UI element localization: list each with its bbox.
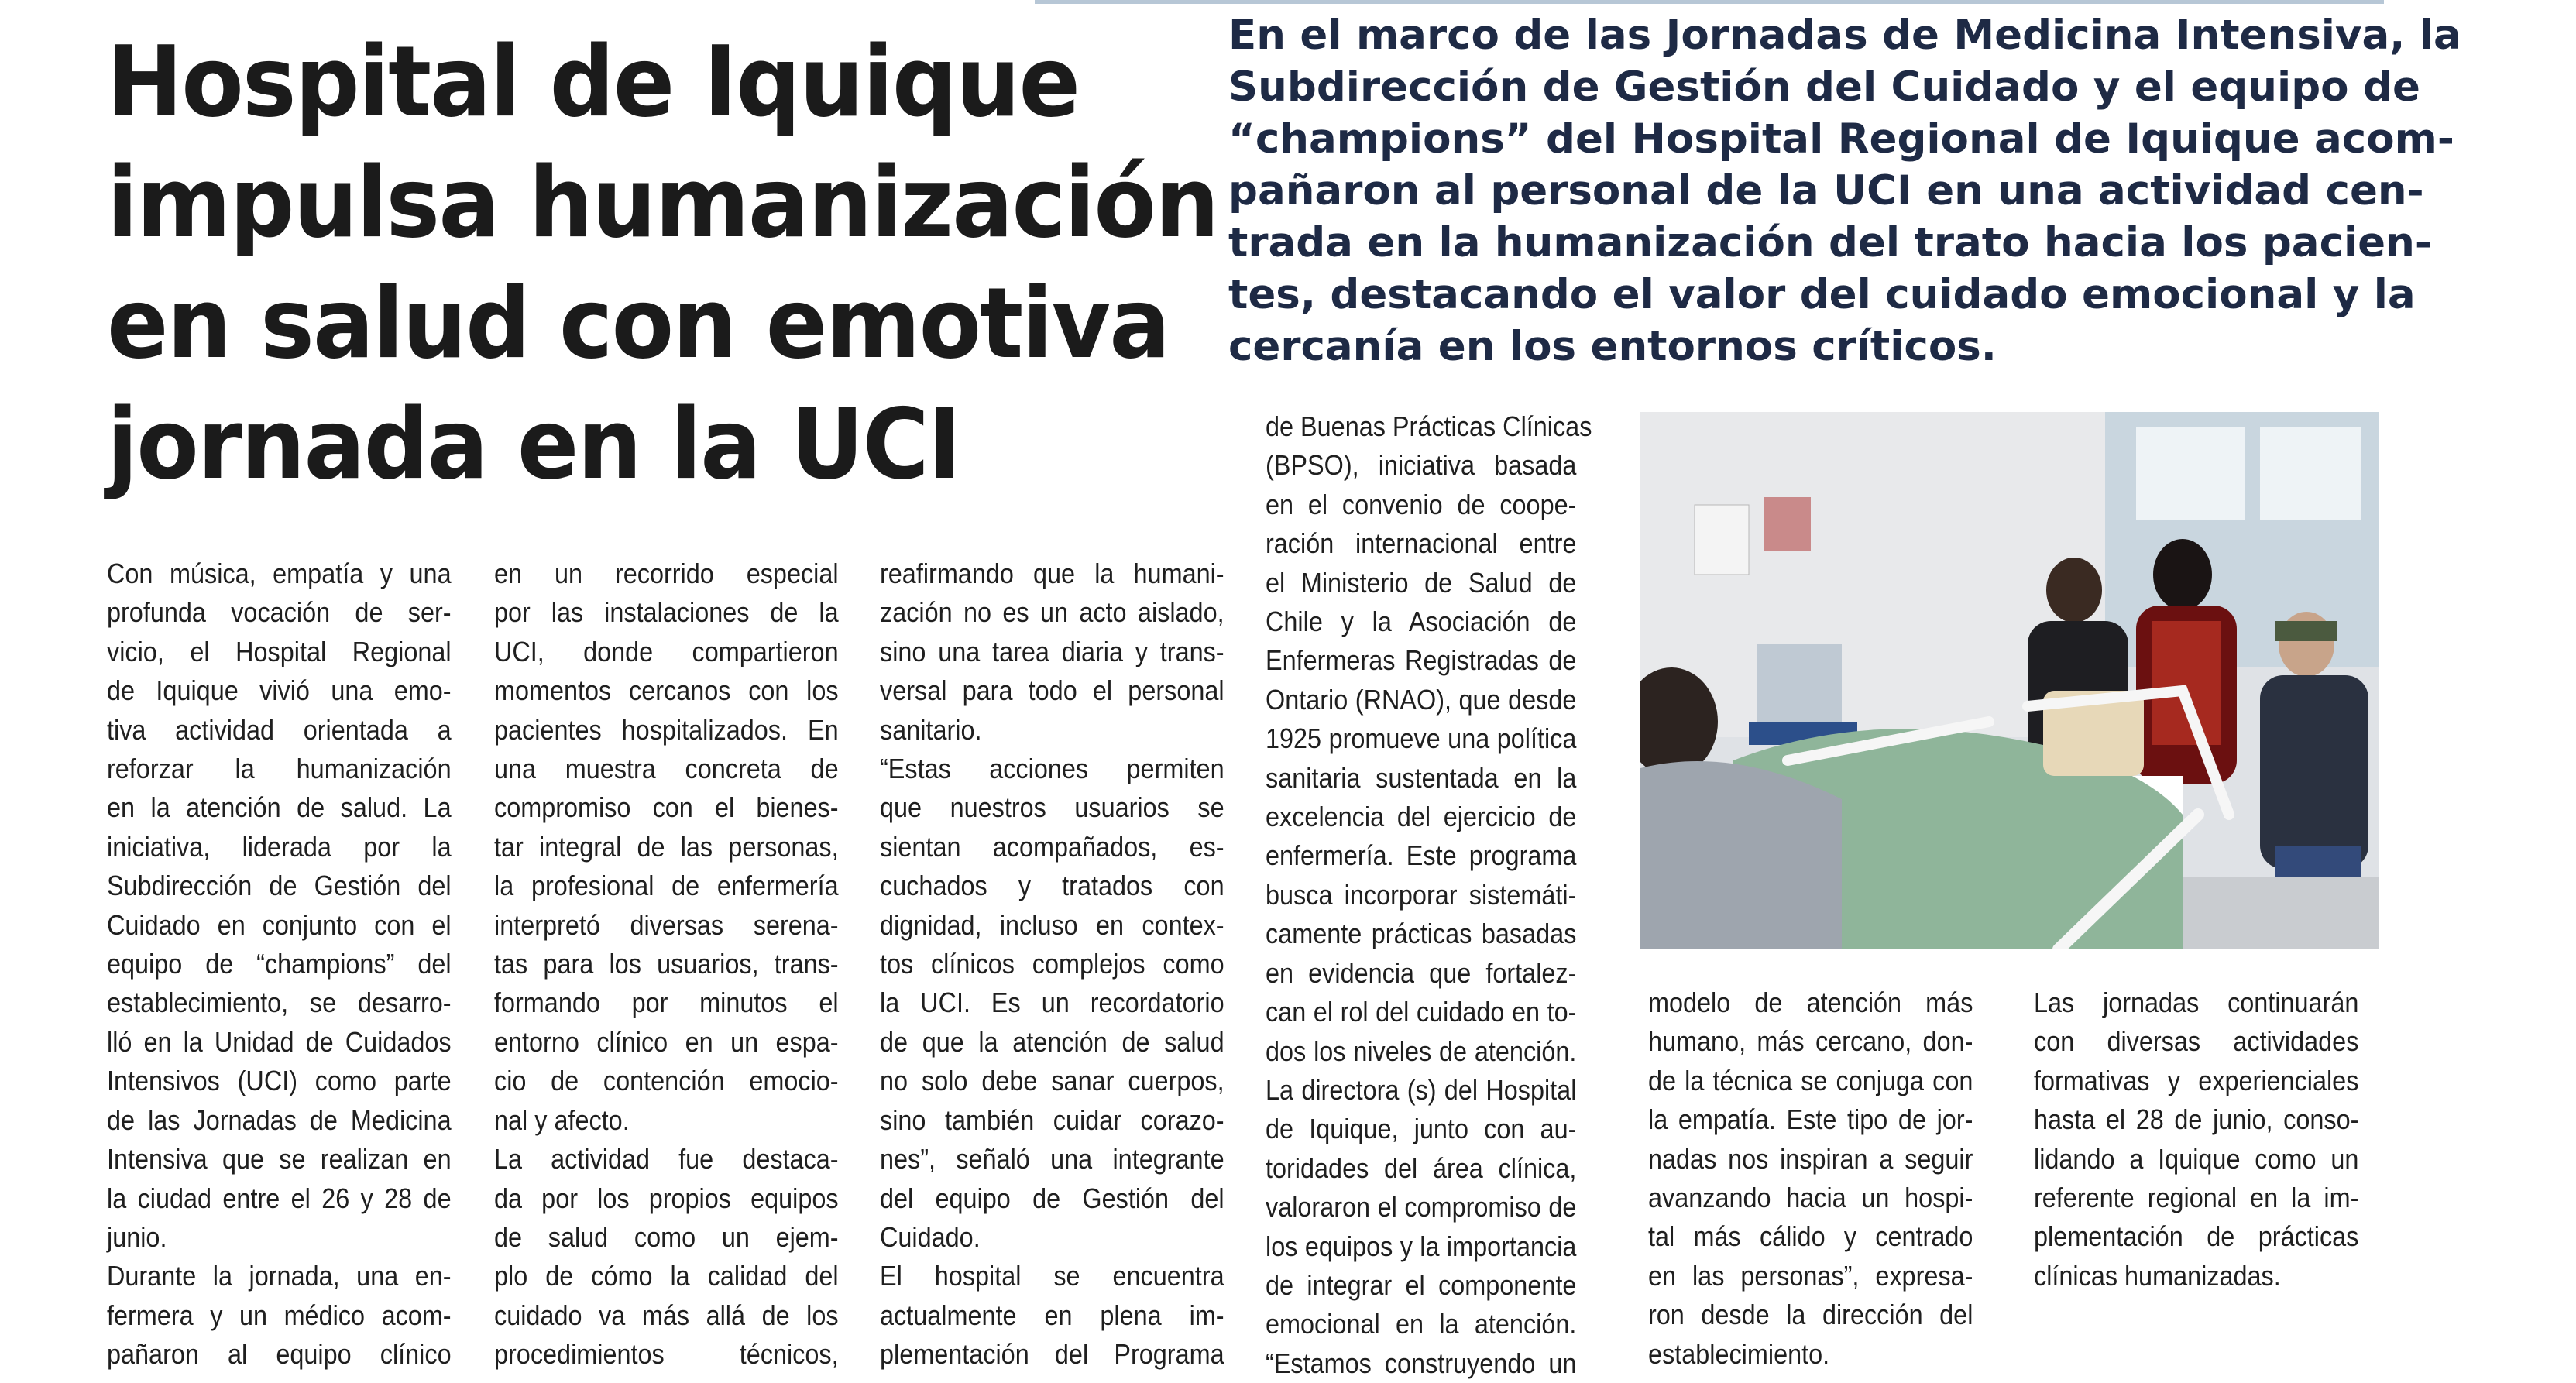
headline-line: Hospital de Iquique xyxy=(107,25,1080,139)
column-text-line: humano, más cercano, don- xyxy=(1648,1025,1973,1058)
column-text-line: tos clínicos complejos como xyxy=(880,948,1224,980)
column-text-line: establecimiento, se desarro- xyxy=(107,987,452,1019)
column-text-line: Cuidado en conjunto con el xyxy=(107,908,452,941)
column-text-line: Subdirección de Gestión del xyxy=(107,870,452,902)
column-text-line: en evidencia que fortalez- xyxy=(1266,956,1577,989)
column-text-line: la profesional de enfermería xyxy=(494,870,839,902)
photo-floor xyxy=(2183,877,2379,949)
hospital-icu-photo xyxy=(1640,412,2379,949)
column-text-line: en la atención de salud. La xyxy=(107,791,452,824)
column-text-line: UCI, donde compartieron xyxy=(494,635,839,667)
lead-line: En el marco de las Jornadas de Medicina Intensiva, la xyxy=(1228,12,2461,59)
column-text-line: compromiso con el bienes- xyxy=(494,791,839,824)
column-text-line: plementación del Programa xyxy=(880,1338,1224,1371)
column-text-line: enfermería. Este programa xyxy=(1266,839,1577,872)
article-column-4 xyxy=(1266,407,1592,1383)
column-text-line: tas para los usuarios, trans- xyxy=(494,948,839,980)
article-column-2 xyxy=(494,554,839,1374)
lead-paragraph xyxy=(1228,9,2461,372)
headline-line: impulsa humanización xyxy=(107,146,1218,259)
lead-line: pañaron al personal de la UCI en una actividad cen- xyxy=(1228,167,2424,214)
photo-person-cap xyxy=(2275,621,2337,641)
column-text-line: junio. xyxy=(107,1220,167,1253)
column-text-line: por las instalaciones de la xyxy=(494,596,839,629)
column-text-line: toridades del área clínica, xyxy=(1266,1151,1577,1184)
column-text-line: Ontario (RNAO), que desde xyxy=(1266,683,1577,716)
top-rule xyxy=(1035,0,2384,4)
column-text-line: en el convenio de coope- xyxy=(1266,488,1577,520)
column-text-line: no solo debe sanar cuerpos, xyxy=(880,1065,1224,1097)
column-text-line: emocional en la atención. xyxy=(1266,1308,1577,1340)
column-text-line: referente regional en la im- xyxy=(2034,1182,2359,1214)
column-text-line: tar integral de las personas, xyxy=(494,830,839,863)
column-text-line: la ciudad entre el 26 y 28 de xyxy=(107,1182,452,1214)
column-text-line: modelo de atención más xyxy=(1648,987,1973,1018)
lead-line: tes, destacando el valor del cuidado emocional y la xyxy=(1228,271,2416,318)
column-text-line: da por los propios equipos xyxy=(494,1182,839,1214)
headline xyxy=(107,22,1218,505)
column-text-line: nal y afecto. xyxy=(494,1103,630,1136)
column-text-line: Enfermeras Registradas de xyxy=(1266,644,1577,677)
column-text-line: cuidado va más allá de los xyxy=(494,1299,839,1331)
lead-line: Subdirección de Gestión del Cuidado y el equipo de xyxy=(1228,63,2420,111)
column-text-line: de que la atención de salud xyxy=(880,1025,1224,1058)
column-text-line: formativas y experienciales xyxy=(2034,1064,2359,1096)
column-text-line: avanzando hacia un hospi- xyxy=(1648,1182,1973,1214)
column-text-line: hasta el 28 de junio, conso- xyxy=(2034,1103,2359,1136)
column-text-line: establecimiento. xyxy=(1648,1337,1830,1370)
column-text-line: de las Jornadas de Medicina xyxy=(107,1103,452,1136)
column-text-line: Durante la jornada, una en- xyxy=(107,1260,452,1292)
photo-window xyxy=(2260,427,2361,520)
article-column-5 xyxy=(1648,983,1973,1374)
column-text-line: del equipo de Gestión del xyxy=(880,1182,1224,1214)
article-column-1 xyxy=(107,554,452,1374)
column-text-line: camente prácticas basadas xyxy=(1266,918,1577,950)
column-text-line: los equipos y la importancia xyxy=(1266,1230,1577,1262)
photo-equipment xyxy=(1757,644,1842,729)
column-text-line: vicio, el Hospital Regional xyxy=(107,635,452,667)
column-text-line: entorno clínico en un espa- xyxy=(494,1025,839,1058)
column-text-line: excelencia del ejercicio de xyxy=(1266,801,1577,833)
column-text-line: “Estamos construyendo un xyxy=(1266,1347,1577,1379)
column-text-line: Las jornadas continuarán xyxy=(2034,987,2359,1018)
column-text-line: plementación de prácticas xyxy=(2034,1220,2359,1253)
column-text-line: la empatía. Este tipo de jor- xyxy=(1648,1103,1973,1136)
column-text-line: fermera y un médico acom- xyxy=(107,1299,452,1331)
column-text-line: reafirmando que la humani- xyxy=(880,558,1224,589)
column-text-line: en un recorrido especial xyxy=(494,558,839,589)
column-text-line: sientan acompañados, es- xyxy=(880,830,1224,863)
photo-patient-body xyxy=(1640,761,1842,949)
photo-person-head xyxy=(2153,539,2212,610)
column-text-line: el Ministerio de Salud de xyxy=(1266,566,1577,599)
column-text-line: interpretó diversas serena- xyxy=(494,908,839,941)
column-text-line: cuchados y tratados con xyxy=(880,870,1224,902)
article-column-6 xyxy=(2034,983,2358,1295)
column-text-line: ración internacional entre xyxy=(1266,527,1577,560)
column-text-line: una muestra concreta de xyxy=(494,753,839,785)
column-text-line: Con música, empatía y una xyxy=(107,558,452,589)
column-text-line: sino una tarea diaria y trans- xyxy=(880,635,1224,667)
column-text-line: zación no es un acto aislado, xyxy=(880,596,1224,629)
column-text-line: Intensiva que se realizan en xyxy=(107,1143,452,1175)
column-text-line: dos los niveles de atención. xyxy=(1266,1035,1577,1067)
column-text-line: de integrar el componente xyxy=(1266,1268,1577,1301)
lead-line: trada en la humanización del trato hacia los pacien- xyxy=(1228,219,2432,266)
column-text-line: equipo de “champions” del xyxy=(107,948,452,980)
column-text-line: formando por minutos el xyxy=(494,987,839,1019)
column-text-line: sanitario. xyxy=(880,713,982,746)
photo-illustration xyxy=(1640,412,2379,949)
column-text-line: (BPSO), iniciativa basada xyxy=(1266,449,1577,482)
column-text-line: tal más cálido y centrado xyxy=(1648,1220,1973,1253)
column-text-line: de Buenas Prácticas Clínicas xyxy=(1266,410,1592,442)
column-text-line: que nuestros usuarios se xyxy=(880,791,1224,824)
photo-window xyxy=(2136,427,2245,520)
column-text-line: tiva actividad orientada a xyxy=(107,713,452,746)
column-text-line: ron desde la dirección del xyxy=(1648,1299,1973,1331)
column-text-line: nadas nos inspiran a seguir xyxy=(1648,1142,1973,1175)
column-text-line: “Estas acciones permiten xyxy=(880,753,1224,785)
photo-wall-poster xyxy=(1764,497,1811,551)
column-text-line: de Iquique, junto con au- xyxy=(1266,1113,1577,1145)
column-text-line: can el rol del cuidado en to- xyxy=(1266,996,1577,1028)
column-text-line: clínicas humanizadas. xyxy=(2034,1259,2281,1292)
photo-person-head xyxy=(2046,558,2102,623)
column-text-line: nes”, señaló una integrante xyxy=(880,1143,1224,1175)
column-text-line: 1925 promueve una política xyxy=(1266,722,1577,755)
column-text-line: Cuidado. xyxy=(880,1220,981,1253)
column-text-line: momentos cercanos con los xyxy=(494,674,839,707)
column-text-line: La directora (s) del Hospital xyxy=(1266,1073,1577,1106)
column-text-line: actualmente en plena im- xyxy=(880,1299,1224,1331)
column-text-line: iniciativa, liderada por la xyxy=(107,830,452,863)
column-text-line: sanitaria sustentada en la xyxy=(1266,761,1577,794)
column-text-line: en las personas”, expresa- xyxy=(1648,1259,1973,1292)
column-text-line: Intensivos (UCI) como parte xyxy=(107,1065,452,1097)
column-text-line: pañaron al equipo clínico xyxy=(107,1338,452,1371)
photo-person-body xyxy=(2260,675,2368,869)
photo-wall-paper xyxy=(1695,505,1749,575)
column-text-line: busca incorporar sistemáti- xyxy=(1266,878,1577,911)
photo-person-costume xyxy=(2152,621,2221,745)
column-text-line: Chile y la Asociación de xyxy=(1266,606,1577,638)
column-text-line: versal para todo el personal xyxy=(880,674,1224,707)
column-text-line: El hospital se encuentra xyxy=(880,1260,1224,1292)
article-column-3 xyxy=(880,554,1224,1374)
column-text-line: procedimientos técnicos, xyxy=(494,1338,839,1371)
column-text-line: la UCI. Es un recordatorio xyxy=(880,987,1224,1019)
headline-line: jornada en la UCI xyxy=(107,387,960,501)
column-text-line: plo de cómo la calidad del xyxy=(494,1260,839,1292)
column-text-line: lidando a Iquique como un xyxy=(2034,1142,2359,1175)
column-text-line: lló en la Unidad de Cuidados xyxy=(107,1025,452,1058)
lead-line: cercanía en los entornos críticos. xyxy=(1228,323,1997,370)
column-text-line: reforzar la humanización xyxy=(107,753,452,785)
column-text-line: de la técnica se conjuga con xyxy=(1648,1064,1973,1096)
column-text-line: pacientes hospitalizados. En xyxy=(494,713,839,746)
column-text-line: sino también cuidar corazo- xyxy=(880,1103,1224,1136)
column-text-line: con diversas actividades xyxy=(2034,1025,2359,1058)
column-text-line: valoraron el compromiso de xyxy=(1266,1191,1577,1223)
column-text-line: cio de contención emocio- xyxy=(494,1065,839,1097)
column-text-line: La actividad fue destaca- xyxy=(494,1143,839,1175)
column-text-line: de salud como un ejem- xyxy=(494,1220,839,1253)
column-text-line: dignidad, incluso en contex- xyxy=(880,908,1224,941)
column-text-line: de Iquique vivió una emo- xyxy=(107,674,452,707)
headline-line: en salud con emotiva xyxy=(107,266,1170,380)
lead-line: “champions” del Hospital Regional de Iquique acom- xyxy=(1228,115,2454,163)
column-text-line: profunda vocación de ser- xyxy=(107,596,452,629)
